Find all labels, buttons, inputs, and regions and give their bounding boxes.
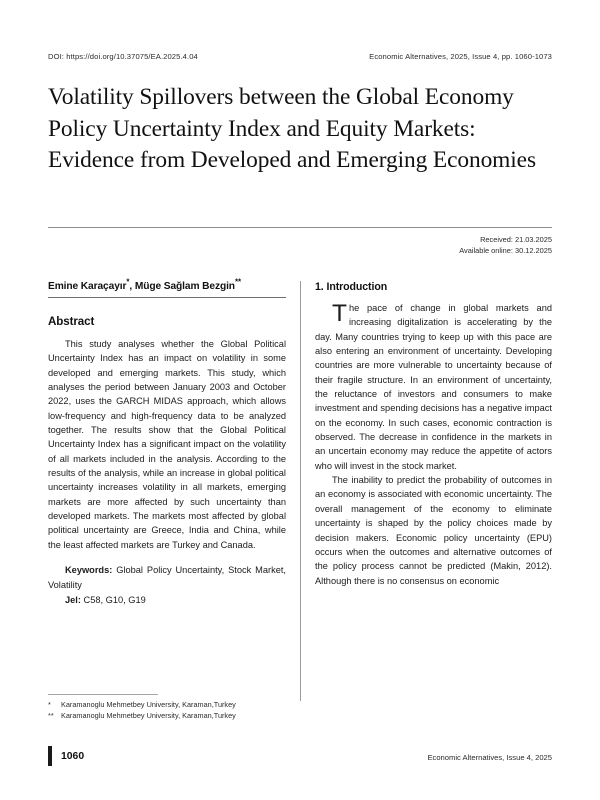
doi-text: DOI: https://doi.org/10.37075/EA.2025.4.04 [48, 52, 198, 61]
abstract-heading: Abstract [48, 315, 95, 328]
author-two-footnote-mark: ** [234, 277, 241, 287]
received-date: Received: 21.03.2025 [480, 235, 552, 244]
introduction-heading: 1. Introduction [315, 281, 388, 293]
keywords-line [48, 563, 286, 592]
author-one-footnote-mark: * [126, 277, 130, 287]
author-two: Müge Sağlam Bezgin [134, 281, 235, 292]
footnotes [48, 699, 338, 722]
keywords-label: Keywords: [65, 565, 113, 576]
folio-bar [48, 746, 52, 766]
introduction-paragraph-1-text: he pace of change in global markets and increasing digitalization is accelerating by the day. Many countries trying to keep up with this pace are also entering an environment of uncertainty. Developing countries are more vulnerable to uncertainty because of their fragile structure. In an environment of uncertainty, the reluctance of investors and consumers to make investment and spending decisions has a negative impact on the economy. In such cases, economic contraction is observed. The decrease in confidence in the markets in an uncertain economy may reduce the appetite of actors who will invest in the stock market. [315, 303, 552, 471]
footnote-item [48, 710, 338, 721]
right-column [315, 281, 552, 588]
page-number: 1060 [61, 750, 85, 762]
footnote-divider [48, 694, 158, 695]
journal-reference: Economic Alternatives, 2025, Issue 4, pp. 1060-1073 [369, 52, 552, 61]
footnote-text: Karamanoglu Mehmetbey University, Karaman,Turkey [61, 700, 236, 709]
publication-dates [459, 234, 552, 256]
author-one: Emine Karaçayır [48, 281, 127, 292]
footer-journal-text: Economic Alternatives, Issue 4, 2025 [427, 753, 552, 762]
jel-line [48, 593, 286, 607]
title-divider [48, 227, 552, 228]
running-head [48, 52, 552, 61]
jel-label: Jel: [65, 594, 81, 605]
available-online-date: Available online: 30.12.2025 [459, 246, 552, 256]
author-line [48, 277, 286, 297]
page-folio [48, 746, 84, 766]
left-column [48, 277, 286, 607]
introduction-paragraph-2: The inability to predict the probability of outcomes in an economy is associated with economic uncertainty. The overall management of the economy to eliminate uncertainty is shaped by the policy choices made by decision makers. Economic policy uncertainty (EPU) occurs when the outcomes and alternative outcomes of the policy process cannot be predicted (Makin, 2012). Although there is no consensus on economic [315, 475, 552, 586]
page-title: Volatility Spillovers between the Global Economy Policy Uncertainty Index and Equity Markets: Evidence from Developed and Emerging Economies [48, 84, 536, 173]
footnote-text: Karamanoglu Mehmetbey University, Karaman,Turkey [61, 711, 236, 721]
footnote-mark: * [48, 700, 51, 709]
abstract-text: This study analyses whether the Global Political Uncertainty Index has an impact on volatility in some developed and emerging markets. This study, which analyses the period between January 2003 and October 2022, uses the GARCH MIDAS approach, which allows low-frequency and high-frequency data to be analyzed together. The results show that the Global Political Uncertainty Index has a significant impact on the volatility of all markets included in the analysis. According to the results of the analysis, while an increase in global political uncertainty increases volatility in all markets, emerging markets are more affected by such uncertainty than developed markets. The markets most affected by global political uncertainty are Greece, India and China, while the least affected markets are Turkey and Canada. [48, 339, 286, 550]
introduction-paragraph-1 [315, 301, 552, 473]
keywords-text: Global Policy Uncertainty, Stock Market, Volatility [48, 565, 286, 590]
footnote-item [48, 699, 338, 710]
author-divider [48, 297, 286, 298]
drop-cap-letter: T [332, 300, 347, 327]
column-divider [300, 281, 301, 701]
footnote-mark: ** [48, 711, 54, 721]
jel-text: C58, G10, G19 [80, 594, 146, 605]
author-separator: , [129, 281, 135, 292]
